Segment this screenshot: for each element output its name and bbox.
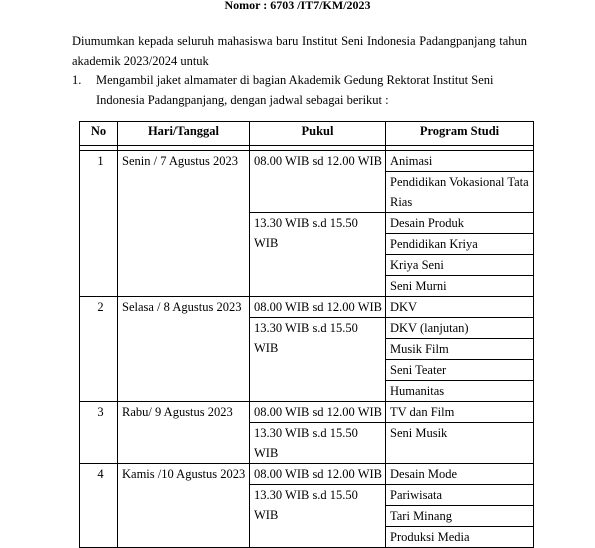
schedule-table: [79, 121, 534, 548]
cell-pukul: 08.00 WIB sd 12.00 WIB: [250, 402, 386, 423]
table-row: [80, 402, 534, 423]
cell-pukul: 13.30 WIB s.d 15.50 WIB: [250, 318, 386, 402]
cell-pukul: 13.30 WIB s.d 15.50 WIB: [250, 213, 386, 297]
cell-hari: Kamis /10 Agustus 2023: [118, 464, 250, 548]
cell-no: 3: [80, 402, 118, 464]
header-pukul: Pukul: [250, 122, 386, 146]
cell-prodi: DKV: [386, 297, 534, 318]
cell-prodi: Kriya Seni: [386, 255, 534, 276]
cell-prodi: Pendidikan Vokasional Tata Rias: [386, 172, 534, 213]
announcement-intro: Diumumkan kepada seluruh mahasiswa baru Institut Seni Indonesia Padangpanjang tahun akademik 2023/2024 untuk: [72, 34, 527, 68]
header-hari-tanggal: Hari/Tanggal: [118, 122, 250, 146]
cell-pukul: 08.00 WIB sd 12.00 WIB: [250, 297, 386, 318]
cell-prodi: Pendidikan Kriya: [386, 234, 534, 255]
list-item-number: 1.: [72, 73, 82, 87]
header-program-studi: Program Studi: [386, 122, 534, 146]
table-row: [80, 464, 534, 485]
cell-prodi: Pariwisata: [386, 485, 534, 506]
header-no: No: [80, 122, 118, 146]
cell-prodi: Tari Minang: [386, 506, 534, 527]
cell-prodi: Animasi: [386, 151, 534, 172]
document-number: Nomor : 6703 /IT7/KM/2023: [224, 0, 371, 12]
cell-hari: Senin / 7 Agustus 2023: [118, 151, 250, 297]
cell-pukul: 08.00 WIB sd 12.00 WIB: [250, 464, 386, 485]
cell-pukul: 13.30 WIB s.d 15.50 WIB: [250, 423, 386, 464]
table-row: [80, 151, 534, 172]
cell-hari: Rabu/ 9 Agustus 2023: [118, 402, 250, 464]
cell-hari: Selasa / 8 Agustus 2023: [118, 297, 250, 402]
cell-no: 4: [80, 464, 118, 548]
cell-pukul: 08.00 WIB sd 12.00 WIB: [250, 151, 386, 213]
cell-prodi: DKV (lanjutan): [386, 318, 534, 339]
cell-prodi: Seni Musik: [386, 423, 534, 464]
list-item-text: Mengambil jaket almamater di bagian Akademik Gedung Rektorat Institut Seni Indonesia Padangpanjang, dengan jadwal sebagai berikut :: [96, 73, 494, 107]
cell-prodi: Desain Produk: [386, 213, 534, 234]
table-row: [80, 297, 534, 318]
cell-prodi: Seni Murni: [386, 276, 534, 297]
cell-prodi: Humanitas: [386, 381, 534, 402]
cell-prodi: Produksi Media: [386, 527, 534, 548]
cell-pukul: 13.30 WIB s.d 15.50 WIB: [250, 485, 386, 548]
cell-prodi: Musik Film: [386, 339, 534, 360]
cell-no: 2: [80, 297, 118, 402]
cell-prodi: Desain Mode: [386, 464, 534, 485]
table-header-row: [80, 122, 534, 146]
cell-prodi: TV dan Film: [386, 402, 534, 423]
cell-prodi: Seni Teater: [386, 360, 534, 381]
cell-no: 1: [80, 151, 118, 297]
